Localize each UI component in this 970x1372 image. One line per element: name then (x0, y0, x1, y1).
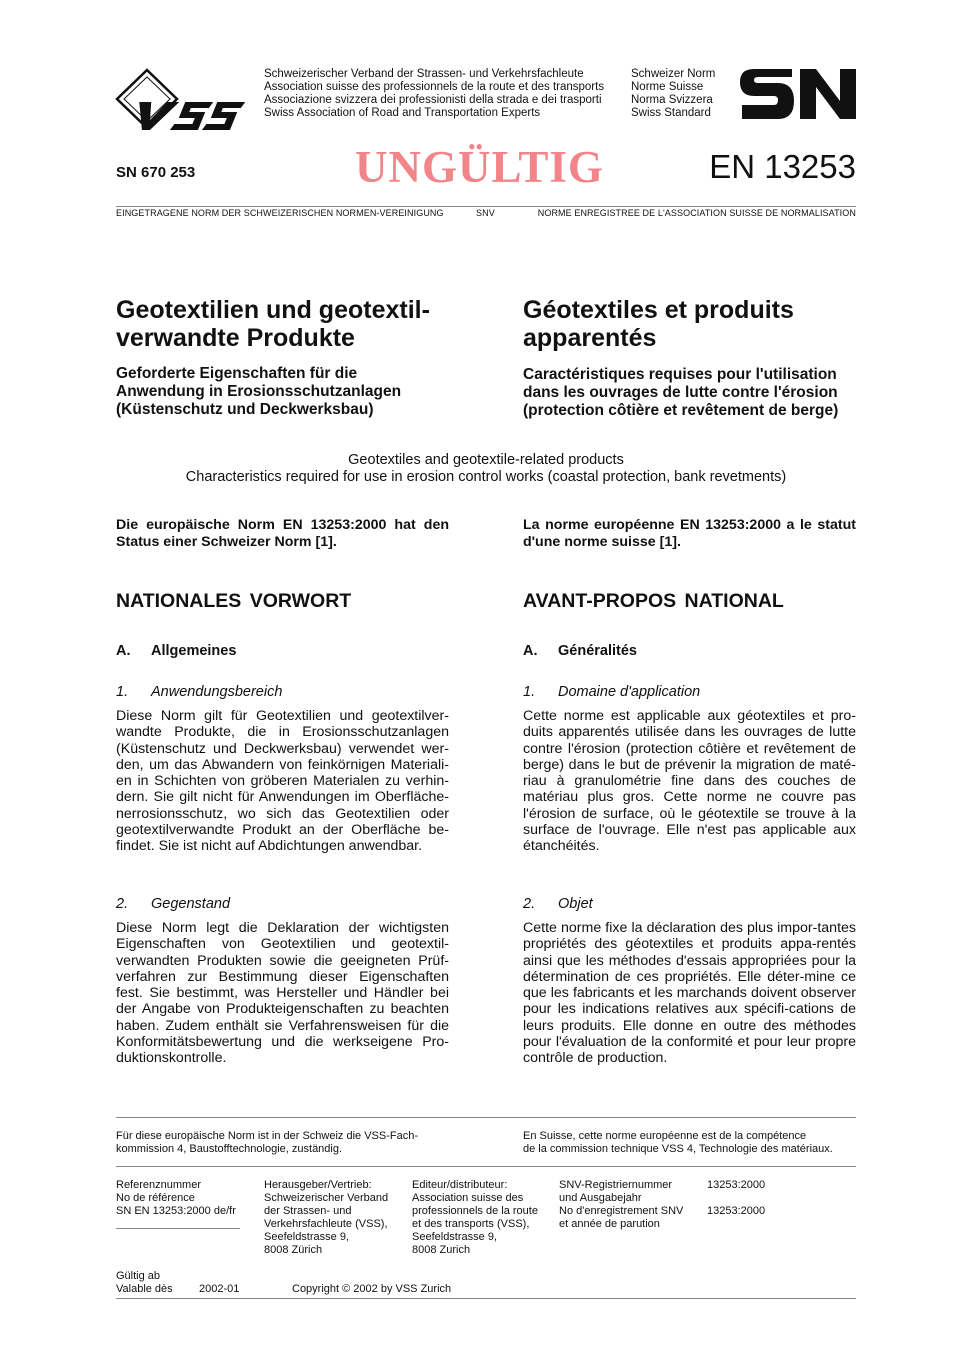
subtitle-de-line1: Geforderte Eigenschaften für die (116, 365, 358, 382)
section-a-de-num: A. (116, 643, 131, 659)
competence-de-line1: Für diese europäische Norm ist in der Schweiz die VSS-Fach- (116, 1130, 419, 1142)
section-1-de-text: Diese Norm gilt für Geotextilien und geotextilver-wandte Produkte, die in Erosionsschutzanlagen (Küstenschutz und Deckwerksbau) verwendet wer-den, um das Abwandern von feinkörnigen Materiali-en in Schichten von gröberen Materialen zu verhin-dern. Sie gilt nicht für Anwendungen im Oberfläche-nerrosionsschutz, wo sich das Geotextilien oder geotextilverwandte Produkt an der Oberfläche be-findet. Sie ist nicht auf Abdichtungen anwendbar. (116, 708, 449, 855)
title-de-line1: Geotextilien und geotextil- (116, 296, 430, 324)
association-de: Schweizerischer Verband der Strassen- und Verkehrsfachleute (264, 68, 584, 80)
reference-label-fr: No de référence (116, 1192, 195, 1204)
title-fr (523, 296, 863, 420)
association-names (264, 68, 604, 120)
title-en-line1: Geotextiles and geotextile-related products (348, 452, 624, 468)
reference-number (116, 1179, 236, 1218)
editor-line: Seefeldstrasse 9, (412, 1231, 497, 1243)
section-2-fr-title: Objet (558, 896, 593, 912)
foreword-fr-heading: AVANT-PROPOS NATIONAL (523, 590, 784, 612)
title-en-line2: Characteristics required for use in erosion control works (coastal protection, bank revetments) (185, 468, 787, 485)
subtitle-de-line2: Anwendung in Erosionsschutzanlagen (116, 383, 402, 400)
editor-line: et des transports (VSS), (412, 1218, 530, 1230)
publisher-line: Herausgeber/Vertrieb: (264, 1179, 372, 1191)
competence-fr-line1: En Suisse, cette norme européenne est de la compétence (523, 1130, 807, 1142)
snv-label-fr: et année de parution (559, 1218, 660, 1230)
editor-line: Editeur/distributeur: (412, 1179, 508, 1191)
publisher-de (264, 1179, 388, 1257)
subtitle-de-line3: (Küstenschutz und Deckwerksbau) (116, 401, 374, 418)
snv-registration (559, 1179, 683, 1231)
copyright: Copyright © 2002 by VSS Zurich (292, 1283, 452, 1295)
norm-type-en: Swiss Standard (631, 107, 711, 119)
section-1-fr-text: Cette norme est applicable aux géotextiles et pro-duits apparentés utilisée dans les ouvrages de lutte contre l'érosion (protection côtière et revêtement de berge) dans le but de prévenir la migration de maté-riau à granulométrie fine dans des couches de matériau plus gros. Cette norme ne couvre pas l'érosion de surface, où le géotextile se trouve à la surface de l'ouvrage. Elle n'est pas applicable aux étanchéités. (523, 708, 856, 855)
association-fr: Association suisse des professionnels de la route et des transports (264, 81, 605, 93)
title-fr-line2: apparentés (523, 324, 657, 352)
status-fr: La norme européenne EN 13253:2000 a le statut d'une norme suisse [1]. (523, 517, 856, 550)
snv-label-fr: No d'enregistrement SNV (559, 1205, 684, 1217)
snv-value-1: 13253:2000 (707, 1179, 766, 1191)
registration-fr: NORME ENREGISTREE DE L'ASSOCIATION SUISSE DE NORMALISATION (537, 208, 856, 218)
editor-fr (412, 1179, 538, 1257)
title-de (116, 296, 456, 419)
registration-de: EINGETRAGENE NORM DER SCHWEIZERISCHEN NORMEN-VEREINIGUNG (116, 208, 444, 218)
valid-from-de: Gültig ab (116, 1270, 161, 1282)
competence-fr-line2: de la commission technique VSS 4, Technologie des matériaux. (523, 1143, 833, 1155)
editor-line: 8008 Zurich (412, 1244, 471, 1256)
publisher-line: der Strassen- und (264, 1205, 352, 1217)
competence-de-line2: kommission 4, Baustofftechnologie, zuständig. (116, 1143, 343, 1155)
reference-label-de: Referenznummer (116, 1179, 201, 1191)
title-fr-line1: Géotextiles et produits (523, 296, 794, 324)
sn-number: SN 670 253 (116, 164, 196, 181)
section-2-fr-num: 2. (523, 896, 536, 912)
status-de: Die europäische Norm EN 13253:2000 hat den Status einer Schweizer Norm [1]. (116, 517, 449, 550)
section-1-de-num: 1. (116, 684, 129, 700)
section-2-de-text: Diese Norm legt die Deklaration der wichtigsten Eigenschaften von Geotextilien und geotextil-verwandten Produkten sowie die geeigneten Prüf-verfahren zur Bestimmung dieser Eigenschaften fest. Sie bestimmt, was Hersteller und Händler bei der Angabe von Produkteigenschaften zu beachten haben. Zudem enthält sie Verfahrensweisen für die Konformitätsbewertung und die werkseigene Pro-duktionskontrolle. (116, 920, 449, 1067)
vss-logo (115, 68, 260, 134)
subtitle-fr-line2: dans les ouvrages de lutte contre l'érosion (523, 384, 838, 401)
association-it: Associazione svizzera dei professionisti della strada e dei trasporti (264, 94, 602, 106)
registration-snv: SNV (476, 208, 495, 218)
competence-de (116, 1130, 418, 1156)
section-2-de-num: 2. (116, 896, 129, 912)
section-a-fr-title: Généralités (558, 643, 637, 659)
sn-logo (740, 69, 856, 119)
subtitle-fr-line3: (protection côtière et revêtement de berge) (523, 402, 839, 419)
competence-fr (523, 1130, 833, 1156)
publisher-line: Verkehrsfachleute (VSS), (264, 1218, 388, 1230)
section-1-fr-title: Domaine d'application (558, 684, 701, 700)
norm-type-it: Norma Svizzera (631, 94, 713, 106)
section-a-de-title: Allgemeines (151, 643, 237, 659)
norm-type-de: Schweizer Norm (631, 68, 716, 80)
publisher-line: Schweizerischer Verband (264, 1192, 389, 1204)
section-2-de-title: Gegenstand (151, 896, 231, 912)
publisher-line: 8008 Zürich (264, 1244, 323, 1256)
editor-line: professionnels de la route (412, 1205, 538, 1217)
norm-type-fr: Norme Suisse (631, 81, 704, 93)
valid-date: 2002-01 (199, 1283, 240, 1295)
title-de-line2: verwandte Produkte (116, 324, 355, 352)
snv-label-de: SNV-Registriernummer (559, 1179, 673, 1191)
en-number: EN 13253 (709, 148, 856, 185)
section-a-fr-num: A. (523, 643, 538, 659)
section-1-de-title: Anwendungsbereich (151, 684, 283, 700)
snv-value-2: 13253:2000 (707, 1205, 766, 1217)
publisher-line: Seefeldstrasse 9, (264, 1231, 349, 1243)
subtitle-fr-line1: Caractéristiques requises pour l'utilisation (523, 366, 837, 383)
editor-line: Association suisse des (412, 1192, 524, 1204)
reference-value: SN EN 13253:2000 de/fr (116, 1205, 236, 1217)
title-en (116, 452, 856, 485)
section-1-fr-num: 1. (523, 684, 536, 700)
association-en: Swiss Association of Road and Transportation Experts (264, 107, 541, 119)
foreword-de-heading: NATIONALES VORWORT (116, 590, 352, 612)
invalid-stamp: UNGÜLTIG (355, 142, 604, 192)
section-2-fr-text: Cette norme fixe la déclaration des plus impor-tantes propriétés des géotextiles et produits appa-rentés ainsi que les méthodes d'essais appropriées pour la détermination de ces propriétés. Elle déter-mine ce que les fabricants et les marchands doivent observer pour les indications relatives aux spécifi-cations de leurs produits. Elle donne en outre des méthodes pour l'évaluation de la conformité et pour leur propre contrôle de production. (523, 920, 856, 1067)
valid-from-fr: Valable dès (116, 1283, 173, 1295)
norm-type-names (631, 68, 715, 120)
snv-label-de: und Ausgabejahr (559, 1192, 642, 1204)
